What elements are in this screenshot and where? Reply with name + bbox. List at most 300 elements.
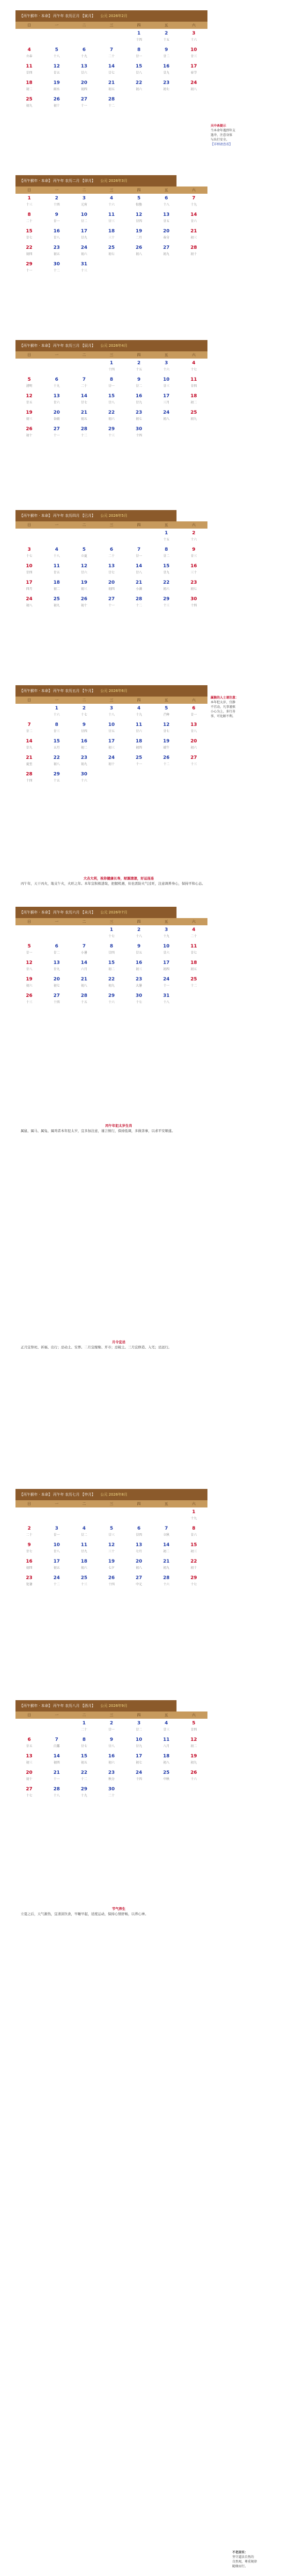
lunar-day: 初三	[190, 236, 197, 240]
day-cell[interactable]	[70, 227, 98, 243]
day-cell[interactable]	[180, 1719, 207, 1735]
day-cell[interactable]	[70, 408, 98, 425]
month-calendar	[15, 1700, 207, 1801]
lunar-day: 初十	[53, 104, 60, 108]
day-cell[interactable]	[180, 562, 207, 578]
day-cell[interactable]	[180, 595, 207, 611]
day-cell[interactable]	[15, 1752, 43, 1768]
day-cell[interactable]	[125, 45, 153, 62]
day-cell[interactable]	[15, 1524, 43, 1540]
lunar-day: 十三	[81, 269, 87, 273]
day-cell[interactable]	[153, 29, 180, 45]
day-cell[interactable]	[98, 194, 125, 210]
day-cell[interactable]	[15, 770, 43, 786]
day-cell[interactable]	[98, 991, 125, 1008]
day-cell[interactable]	[70, 720, 98, 737]
day-cell[interactable]	[180, 194, 207, 210]
day-number: 21	[26, 755, 33, 760]
weekday-label: 日	[27, 23, 31, 27]
day-cell[interactable]	[98, 753, 125, 770]
day-cell[interactable]	[70, 942, 98, 958]
day-cell[interactable]	[180, 227, 207, 243]
day-number: 27	[108, 597, 115, 602]
day-cell[interactable]	[98, 95, 125, 111]
day-cell[interactable]	[180, 1557, 207, 1573]
day-cell[interactable]	[15, 595, 43, 611]
day-cell[interactable]	[98, 720, 125, 737]
day-cell[interactable]	[43, 720, 70, 737]
day-cell[interactable]	[180, 958, 207, 975]
day-cell[interactable]	[15, 62, 43, 78]
day-cell[interactable]	[180, 78, 207, 95]
day-cell[interactable]	[98, 375, 125, 392]
weekday-label: 日	[27, 353, 31, 357]
day-cell[interactable]	[153, 408, 180, 425]
day-cell[interactable]	[180, 545, 207, 562]
day-cell[interactable]	[43, 1524, 70, 1540]
day-cell[interactable]	[43, 770, 70, 786]
day-cell[interactable]	[98, 925, 125, 942]
day-number: 27	[135, 1575, 142, 1581]
day-cell[interactable]	[43, 227, 70, 243]
day-cell[interactable]	[125, 704, 153, 720]
day-cell[interactable]	[70, 1719, 98, 1735]
day-cell[interactable]	[180, 704, 207, 720]
day-cell[interactable]	[43, 62, 70, 78]
day-cell[interactable]	[125, 925, 153, 942]
day-cell[interactable]	[180, 392, 207, 408]
day-cell[interactable]	[180, 753, 207, 770]
lunar-day: 八月	[163, 1744, 170, 1748]
day-cell[interactable]	[70, 392, 98, 408]
day-cell[interactable]	[43, 1752, 70, 1768]
day-cell	[153, 1785, 180, 1801]
day-cell[interactable]	[125, 408, 153, 425]
day-cell[interactable]	[125, 1719, 153, 1735]
day-cell[interactable]	[43, 95, 70, 111]
day-cell[interactable]	[70, 1735, 98, 1752]
day-cell[interactable]	[70, 562, 98, 578]
day-cell[interactable]	[15, 753, 43, 770]
day-cell[interactable]	[15, 227, 43, 243]
day-cell[interactable]	[70, 375, 98, 392]
day-cell[interactable]	[125, 425, 153, 441]
day-number: 26	[81, 597, 88, 602]
day-cell[interactable]	[15, 1557, 43, 1573]
day-cell[interactable]	[125, 1752, 153, 1768]
day-cell[interactable]	[153, 210, 180, 227]
lunar-day: 初二	[81, 746, 87, 750]
day-cell[interactable]	[15, 942, 43, 958]
day-cell[interactable]	[43, 595, 70, 611]
day-cell[interactable]	[70, 704, 98, 720]
day-cell[interactable]	[98, 78, 125, 95]
lunar-day: 初四	[26, 252, 33, 256]
day-cell[interactable]	[153, 62, 180, 78]
day-cell[interactable]	[153, 529, 180, 545]
lunar-day: 十五	[136, 368, 142, 371]
day-number: 9	[137, 377, 141, 382]
day-cell[interactable]	[70, 595, 98, 611]
day-cell[interactable]	[70, 1752, 98, 1768]
day-cell[interactable]	[125, 62, 153, 78]
day-cell[interactable]	[43, 942, 70, 958]
day-cell[interactable]	[98, 1540, 125, 1557]
day-cell[interactable]	[125, 359, 153, 375]
day-cell[interactable]	[15, 1735, 43, 1752]
day-cell[interactable]	[125, 595, 153, 611]
day-cell[interactable]	[15, 720, 43, 737]
day-cell[interactable]	[125, 942, 153, 958]
lunar-day: 廿一	[53, 1533, 60, 1537]
day-cell[interactable]	[43, 392, 70, 408]
day-cell[interactable]	[70, 545, 98, 562]
day-cell[interactable]	[98, 942, 125, 958]
day-number: 17	[53, 1559, 60, 1564]
day-cell[interactable]	[180, 1752, 207, 1768]
article-paragraph-4	[21, 1906, 217, 1917]
day-cell[interactable]	[43, 1573, 70, 1590]
day-cell[interactable]	[125, 975, 153, 991]
day-cell[interactable]	[153, 1524, 180, 1540]
day-number: 7	[109, 47, 114, 53]
day-cell[interactable]	[125, 562, 153, 578]
day-cell[interactable]	[180, 62, 207, 78]
day-cell[interactable]	[70, 770, 98, 786]
day-cell[interactable]	[153, 227, 180, 243]
day-cell[interactable]	[125, 737, 153, 753]
day-cell[interactable]	[43, 1785, 70, 1801]
lunar-day: 初四	[136, 746, 142, 750]
day-cell[interactable]	[125, 1540, 153, 1557]
day-cell[interactable]	[15, 545, 43, 562]
day-number: 2	[27, 1526, 31, 1531]
lunar-day: 三十	[108, 1550, 115, 1553]
day-cell[interactable]	[15, 1573, 43, 1590]
day-cell[interactable]	[98, 1557, 125, 1573]
day-cell[interactable]	[125, 375, 153, 392]
day-cell[interactable]	[43, 194, 70, 210]
day-cell[interactable]	[43, 975, 70, 991]
day-cell[interactable]	[70, 1557, 98, 1573]
day-cell[interactable]	[70, 1768, 98, 1785]
day-cell[interactable]	[180, 1507, 207, 1524]
day-cell[interactable]	[43, 243, 70, 260]
day-cell[interactable]	[43, 958, 70, 975]
day-cell[interactable]	[125, 1768, 153, 1785]
lunar-day: 三月	[163, 401, 170, 404]
day-cell[interactable]	[180, 375, 207, 392]
day-cell[interactable]	[180, 1735, 207, 1752]
day-cell[interactable]	[43, 375, 70, 392]
day-cell[interactable]	[98, 359, 125, 375]
day-cell[interactable]	[70, 975, 98, 991]
day-cell[interactable]	[180, 408, 207, 425]
day-cell[interactable]	[15, 45, 43, 62]
day-cell[interactable]	[70, 210, 98, 227]
day-cell[interactable]	[43, 425, 70, 441]
day-cell[interactable]	[153, 991, 180, 1008]
lunar-day: 初六	[81, 1566, 87, 1570]
day-number: 2	[82, 706, 86, 711]
day-cell[interactable]	[180, 243, 207, 260]
day-cell[interactable]	[15, 1785, 43, 1801]
day-cell[interactable]	[153, 753, 180, 770]
day-number: 16	[190, 564, 197, 569]
day-cell[interactable]	[125, 392, 153, 408]
day-number: 5	[192, 1721, 196, 1726]
day-cell[interactable]	[180, 359, 207, 375]
day-cell[interactable]	[153, 562, 180, 578]
day-number: 17	[135, 1754, 142, 1759]
day-cell[interactable]	[43, 210, 70, 227]
day-number: 27	[26, 1787, 33, 1792]
day-cell[interactable]	[15, 375, 43, 392]
day-cell[interactable]	[153, 975, 180, 991]
day-cell[interactable]	[125, 29, 153, 45]
day-cell[interactable]	[153, 737, 180, 753]
day-cell[interactable]	[153, 1573, 180, 1590]
day-cell[interactable]	[125, 578, 153, 595]
day-cell[interactable]	[125, 958, 153, 975]
day-cell[interactable]	[153, 359, 180, 375]
day-cell[interactable]	[153, 925, 180, 942]
day-grid	[15, 1507, 207, 1590]
day-cell[interactable]	[15, 562, 43, 578]
lunar-day: 十六	[190, 538, 197, 541]
day-cell[interactable]	[153, 1735, 180, 1752]
day-cell[interactable]	[15, 243, 43, 260]
day-cell[interactable]	[43, 545, 70, 562]
day-cell[interactable]	[43, 991, 70, 1008]
day-cell[interactable]	[15, 95, 43, 111]
day-cell	[70, 359, 98, 375]
day-cell[interactable]	[70, 243, 98, 260]
day-cell[interactable]	[153, 578, 180, 595]
day-number: 18	[135, 739, 142, 744]
day-cell[interactable]	[70, 95, 98, 111]
day-number: 31	[163, 993, 170, 998]
day-cell[interactable]	[125, 545, 153, 562]
day-cell[interactable]	[15, 578, 43, 595]
day-cell[interactable]	[180, 1524, 207, 1540]
day-cell[interactable]	[180, 720, 207, 737]
day-cell[interactable]	[153, 942, 180, 958]
day-cell[interactable]	[98, 392, 125, 408]
day-cell[interactable]	[180, 1540, 207, 1557]
day-cell[interactable]	[98, 562, 125, 578]
day-cell[interactable]	[15, 958, 43, 975]
day-cell[interactable]	[153, 45, 180, 62]
day-cell[interactable]	[98, 1785, 125, 1801]
day-cell[interactable]	[70, 753, 98, 770]
day-cell[interactable]	[43, 578, 70, 595]
day-cell[interactable]	[98, 1768, 125, 1785]
day-cell[interactable]	[125, 1735, 153, 1752]
day-number: 13	[163, 212, 170, 217]
day-cell[interactable]	[180, 45, 207, 62]
day-number: 2	[137, 927, 141, 933]
day-cell[interactable]	[153, 720, 180, 737]
day-cell[interactable]	[43, 753, 70, 770]
day-number: 20	[53, 977, 60, 982]
day-cell[interactable]	[15, 260, 43, 276]
day-cell[interactable]	[125, 243, 153, 260]
day-cell[interactable]	[180, 737, 207, 753]
day-number: 12	[26, 394, 33, 399]
day-cell[interactable]	[70, 62, 98, 78]
day-cell[interactable]	[125, 1573, 153, 1590]
day-cell[interactable]	[43, 1540, 70, 1557]
day-cell[interactable]	[15, 78, 43, 95]
day-cell[interactable]	[125, 78, 153, 95]
day-cell[interactable]	[15, 737, 43, 753]
day-cell[interactable]	[98, 595, 125, 611]
day-cell[interactable]	[180, 529, 207, 545]
day-cell[interactable]	[180, 942, 207, 958]
lunar-day: 初八	[53, 762, 60, 766]
day-cell[interactable]	[180, 210, 207, 227]
day-cell[interactable]	[153, 1768, 180, 1785]
day-cell[interactable]	[125, 720, 153, 737]
day-cell[interactable]	[98, 1735, 125, 1752]
weekday-label: 五	[164, 1502, 168, 1506]
day-cell[interactable]	[43, 1768, 70, 1785]
day-cell[interactable]	[15, 194, 43, 210]
weekday-row	[15, 1500, 207, 1507]
day-cell[interactable]	[98, 408, 125, 425]
day-cell[interactable]	[98, 45, 125, 62]
day-cell[interactable]	[70, 578, 98, 595]
day-cell[interactable]	[98, 958, 125, 975]
day-cell[interactable]	[98, 425, 125, 441]
day-cell[interactable]	[15, 210, 43, 227]
day-cell[interactable]	[153, 704, 180, 720]
lunar-day: 十四	[108, 368, 115, 371]
day-cell[interactable]	[15, 1540, 43, 1557]
day-cell[interactable]	[125, 1557, 153, 1573]
day-cell[interactable]	[43, 1735, 70, 1752]
day-cell[interactable]	[98, 737, 125, 753]
day-cell[interactable]	[153, 1752, 180, 1768]
day-number: 4	[109, 196, 114, 201]
lunar-day: 廿三	[108, 219, 115, 223]
month-header-title: 【丙午猴年 · 本命】 丙午年 农历三月 【辰月】	[20, 344, 95, 348]
day-cell[interactable]	[180, 578, 207, 595]
day-cell[interactable]	[153, 595, 180, 611]
day-cell[interactable]	[153, 375, 180, 392]
day-cell[interactable]	[98, 210, 125, 227]
day-cell[interactable]	[153, 1719, 180, 1735]
day-cell[interactable]	[98, 1524, 125, 1540]
day-cell[interactable]	[15, 392, 43, 408]
day-cell[interactable]	[153, 958, 180, 975]
day-number: 25	[53, 597, 60, 602]
day-cell[interactable]	[15, 425, 43, 441]
day-cell[interactable]	[153, 392, 180, 408]
day-cell[interactable]	[98, 62, 125, 78]
day-cell[interactable]	[180, 975, 207, 991]
day-cell[interactable]	[15, 408, 43, 425]
lunar-day: 初二	[26, 88, 33, 91]
day-cell[interactable]	[15, 991, 43, 1008]
lunar-day: 廿七	[81, 1744, 87, 1748]
weekday-label: 一	[55, 188, 59, 192]
day-cell[interactable]	[70, 991, 98, 1008]
day-cell[interactable]	[98, 1752, 125, 1768]
day-cell[interactable]	[43, 408, 70, 425]
day-number: 4	[165, 1721, 168, 1726]
day-cell[interactable]	[153, 545, 180, 562]
day-cell[interactable]	[125, 194, 153, 210]
day-cell[interactable]	[70, 1540, 98, 1557]
day-cell[interactable]	[70, 1573, 98, 1590]
day-cell[interactable]	[180, 29, 207, 45]
day-cell[interactable]	[70, 194, 98, 210]
day-cell[interactable]	[98, 243, 125, 260]
day-cell[interactable]	[70, 1524, 98, 1540]
day-cell[interactable]	[153, 243, 180, 260]
day-cell[interactable]	[15, 975, 43, 991]
day-cell[interactable]	[43, 1557, 70, 1573]
day-cell[interactable]	[98, 975, 125, 991]
day-number: 3	[27, 547, 31, 552]
day-cell[interactable]	[153, 1557, 180, 1573]
day-cell[interactable]	[43, 562, 70, 578]
day-cell[interactable]	[153, 194, 180, 210]
day-cell[interactable]	[98, 1719, 125, 1735]
day-cell[interactable]	[125, 1524, 153, 1540]
lunar-day: 二十	[108, 55, 115, 58]
day-cell[interactable]	[98, 1573, 125, 1590]
day-cell[interactable]	[70, 45, 98, 62]
day-cell[interactable]	[70, 737, 98, 753]
day-number: 24	[26, 597, 33, 602]
day-cell[interactable]	[153, 78, 180, 95]
day-cell[interactable]	[70, 958, 98, 975]
day-cell[interactable]	[98, 704, 125, 720]
day-cell[interactable]	[43, 737, 70, 753]
day-cell[interactable]	[180, 925, 207, 942]
day-cell[interactable]	[180, 1768, 207, 1785]
day-cell[interactable]	[180, 1573, 207, 1590]
day-cell[interactable]	[98, 578, 125, 595]
day-cell[interactable]	[98, 227, 125, 243]
day-cell[interactable]	[125, 991, 153, 1008]
day-cell[interactable]	[43, 260, 70, 276]
day-cell[interactable]	[153, 1540, 180, 1557]
weekday-label: 一	[55, 23, 59, 27]
side-note-1-link[interactable]: 【详细请查看】	[211, 143, 233, 146]
day-cell[interactable]	[70, 1785, 98, 1801]
day-cell[interactable]	[125, 753, 153, 770]
day-cell[interactable]	[125, 210, 153, 227]
month-calendar	[15, 685, 207, 786]
day-cell[interactable]	[43, 78, 70, 95]
day-number: 5	[137, 196, 141, 201]
day-cell[interactable]	[70, 260, 98, 276]
day-cell[interactable]	[15, 1768, 43, 1785]
day-cell[interactable]	[125, 227, 153, 243]
weekday-label: 五	[164, 523, 168, 527]
day-cell[interactable]	[43, 704, 70, 720]
day-cell[interactable]	[43, 45, 70, 62]
weekday-row	[15, 918, 207, 925]
day-cell[interactable]	[70, 78, 98, 95]
day-cell[interactable]	[70, 425, 98, 441]
day-number: 25	[135, 755, 142, 760]
day-cell[interactable]	[98, 545, 125, 562]
